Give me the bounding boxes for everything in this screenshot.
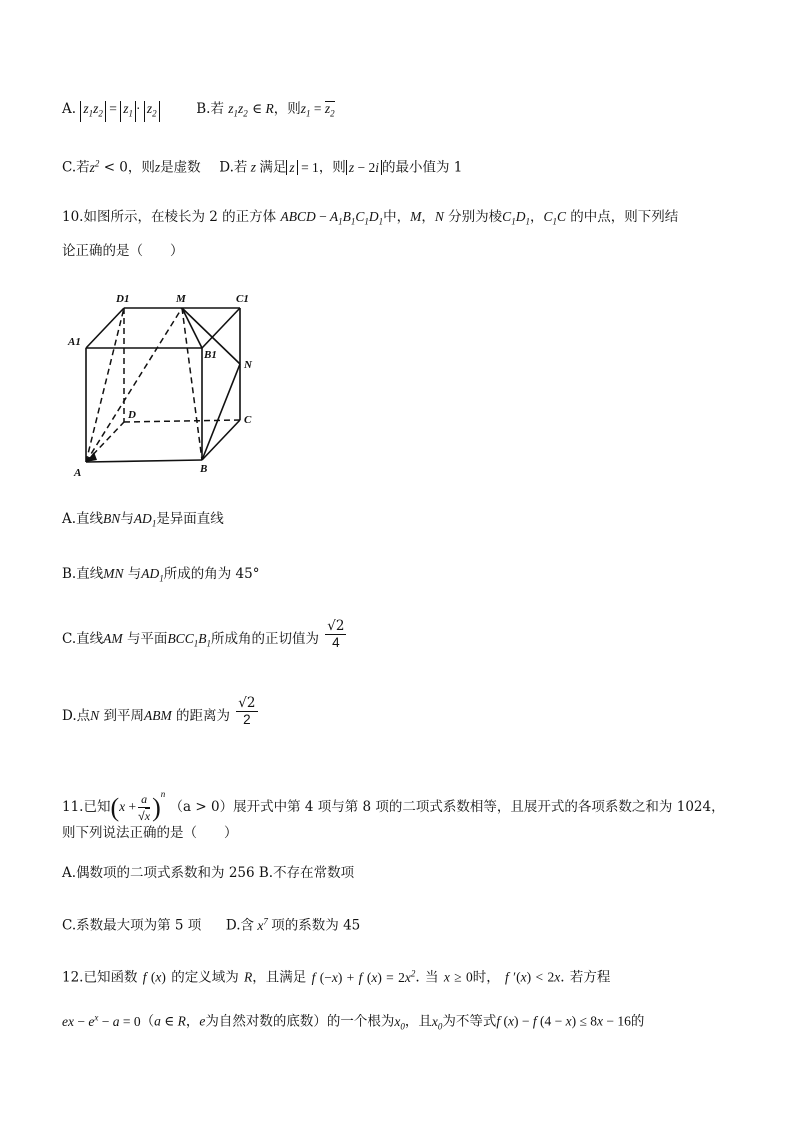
q9-option-a-formula: $z_1z_2 = z_1 \cdot z_2$ bbox=[80, 101, 159, 116]
q9-option-c-label: C.若 bbox=[62, 159, 90, 176]
q12-stem-line2: ex − $e^x - a = 0(a$ ∈ R，e为自然对数的底数）的一个根为$x_0$，且$x_0$为不等式f (x) − f (4 − x) ≤ 8x − 16的 bbox=[62, 1012, 645, 1032]
label-c1: C1 bbox=[236, 293, 249, 305]
edge-a1d1 bbox=[86, 308, 124, 348]
q10-option-d: D.点N 到平周ABM 的距离为 $\frac{√2}{2}$ bbox=[62, 695, 256, 727]
q9-option-a-label: A. bbox=[62, 101, 77, 117]
segment-bn bbox=[202, 364, 240, 460]
edge-b1c1 bbox=[202, 308, 240, 348]
hidden-segment-am bbox=[86, 308, 182, 462]
label-a1: A1 bbox=[68, 336, 81, 348]
q10-stem-line1: 10.如图所示，在棱长为 2 的正方体 ABCD − $A_1B_1C_1D_1$中，M，N 分别为棱$C_1D_1$，$C_1C$ 的中点，则下列结 bbox=[62, 209, 679, 227]
q9-option-d-expr: z − 2i bbox=[346, 160, 382, 175]
q10-option-c-fraction: $\frac{√2}{4}$ bbox=[327, 618, 345, 650]
q9-option-b-then: ，则 bbox=[273, 101, 301, 117]
q9-option-ab bbox=[62, 99, 335, 124]
q9-option-c-rest: 是虚数 bbox=[160, 159, 201, 176]
edge-bc bbox=[202, 420, 240, 460]
q11-binomial: (x + $\frac{a}{√x}$ )$^n$ bbox=[110, 789, 166, 824]
hidden-segment-ad1 bbox=[86, 308, 124, 462]
q9-option-d-mid: 满足 bbox=[259, 159, 287, 176]
label-b1: B1 bbox=[204, 349, 217, 361]
q11-options-ab: A.偶数项的二项式系数和为 256 B.不存在常数项 bbox=[62, 865, 355, 881]
q9-option-b-conj: $z_1 = z_2$ bbox=[300, 101, 335, 119]
cube-figure bbox=[62, 290, 282, 480]
q9-option-c-var: $z^2$ bbox=[89, 158, 100, 175]
q10-cube-name: ABCD − $A_1B_1C_1D_1$ bbox=[280, 209, 384, 227]
q10-option-d-fraction: $\frac{√2}{2}$ bbox=[238, 695, 256, 727]
q9-option-d-label: D.若 bbox=[219, 159, 248, 176]
label-b: B bbox=[200, 463, 208, 475]
label-c: C bbox=[244, 414, 252, 426]
q10-option-b: B.直线MN 与$AD_1$所成的角为 45° bbox=[62, 566, 260, 584]
edge-ab bbox=[86, 460, 202, 462]
q9-option-d-cond: z = 1 bbox=[286, 160, 318, 175]
label-d1: D1 bbox=[116, 293, 130, 305]
hidden-segment-mb bbox=[182, 308, 202, 460]
q9-option-b-label: B.若 bbox=[196, 101, 224, 117]
label-d: D bbox=[128, 409, 136, 421]
q9-option-b-formula: $z_1z_2$ bbox=[228, 101, 248, 119]
q11-stem-line1: 11.已知(x + $\frac{a}{√x}$ )$^n$ （a > 0）展开式中第 4 项与第 8 项的二项式系数相等，且展开式的各项系数之和为 1024， bbox=[62, 789, 725, 824]
q9-option-b-cond: ∈ R bbox=[252, 101, 274, 116]
q10-option-c: C.直线AM 与平面$BCC_1B_1$所成角的正切值为 $\frac{√2}{4}$ bbox=[62, 618, 345, 650]
label-a: A bbox=[74, 467, 82, 479]
q9-option-cd: C.若$z^2 < 0$，则z是虚数 D.若 z 满足 z = 1，则 z − 2i 的最小值为 1 bbox=[62, 158, 463, 176]
q11-stem-line2: 则下列说法正确的是（ ） bbox=[62, 825, 238, 841]
hidden-edge-dc bbox=[124, 420, 240, 422]
q9-option-d-then: ，则 bbox=[318, 159, 346, 176]
q9-option-c-cond: < 0，则 bbox=[103, 159, 155, 176]
q10-option-a: A.直线BN与$AD_1$是异面直线 bbox=[62, 511, 224, 529]
label-n: N bbox=[244, 359, 252, 371]
q11-options-cd: C.系数最大项为第 5 项 D.含 $x^7$ 项的系数为 45 bbox=[62, 916, 361, 934]
q12-stem-line1: 12.已知函数 f (x) 的定义域为 R，且满足 f (−x) + f $(x) = 2x^2$. 当 x ≥ 0时， f ′(x) < 2x. 若方程 bbox=[62, 968, 611, 986]
q10-stem-line2: 论正确的是（ ） bbox=[62, 243, 184, 259]
q9-option-d-end: 的最小值为 1 bbox=[381, 159, 463, 176]
label-m: M bbox=[176, 293, 186, 305]
